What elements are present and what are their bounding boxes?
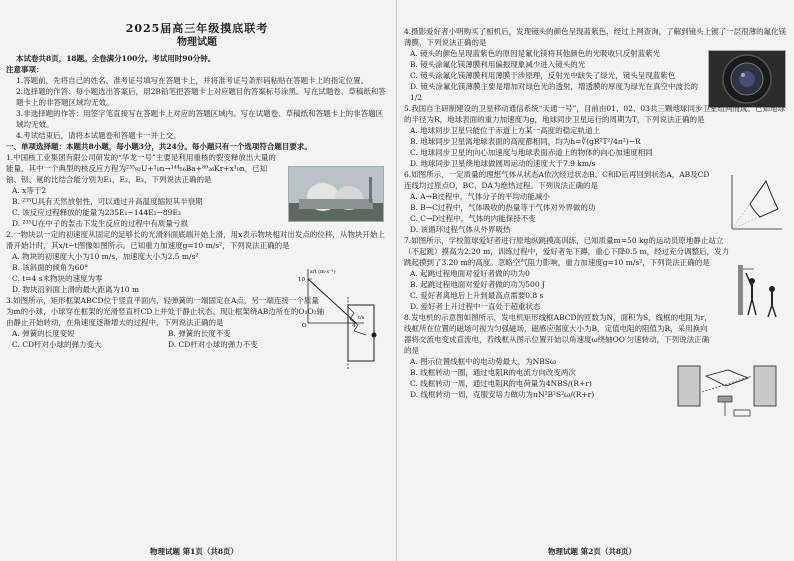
- pv-cycle-graph: [726, 173, 784, 233]
- notice-2: 2.选择题的作答：每小题选出答案后，用2B铅笔把答题卡上对应题目的答案标号涂黑。写在试题卷、草稿纸和答题卡上的非答题区域均无效。: [16, 87, 386, 107]
- left-page: [6, 4, 388, 540]
- exam-title: 2025届高三年级摸底联考: [125, 22, 269, 35]
- question-5-stem: 5.我国自主研制建设的卫星移动通信系统“天通一号”，目前由01、02、03共三颗地球同步卫星组网而成。已知地球的半径为R，地球表面的重力加速度为g，地球同步卫星运行的周期为T，下列说法正确的是: [404, 104, 785, 124]
- question-5: [404, 103, 788, 169]
- question-8: [404, 312, 788, 400]
- notice-3: 3.非选择题的作答：用签字笔直接写在答题卡上对应的答题区域内。写在试题卷、草稿纸和答题卡上的非答题区域均无效。: [16, 109, 384, 129]
- question-4-option-d: D. 镜头涂氟化镁薄膜主要是增加对绿色光的透射，增透膜的厚度为绿光在真空中波长的1/2: [410, 82, 699, 102]
- question-8-option-a: A. 图示位置线框中的电动势最大，为NBSω: [410, 357, 557, 366]
- question-1-option-c: C. 该反应过程释放的能量为235E₁−144E₂−89E₃: [12, 208, 181, 217]
- question-3-option-b: B. 弹簧的长度不变: [168, 329, 231, 338]
- question-4-option-a: A. 镜头的颜色呈现蓝紫色的原因是氟化镁将其他颜色的光吸收只反射蓝紫光: [410, 49, 661, 58]
- question-3: [6, 295, 388, 350]
- footer-page-1: 物理试题 第1页（共8页）: [150, 547, 239, 556]
- xt-graph-ylabel: x/t (m·s⁻¹): [310, 269, 336, 275]
- question-4-stem: 4.摄影爱好者小明购买了相机后，发现镜头的颜色呈现蓝紫色，经过上网查询，了解到镜头上镀了一层很薄的氟化镁薄膜，下列说法正确的是: [404, 27, 787, 47]
- question-8-option-d: D. 线框转动一周，克服安培力做功为πN²B²S²ω/(R+r): [410, 390, 595, 399]
- question-1-stem: 1.中国核工业集团有限公司研发的“华龙一号”主要是利用重核的裂变释放出大量的能量，其中一个典型的核反应方程为²³⁵₉₂U+¹₀n→¹⁴⁴₅₆Ba+⁸⁹₃₆Kr+x¹₀n，已知铀、钡、氪的比结合能分别为E₁、E₂、E₃，下列说法正确的是: [6, 153, 276, 184]
- footer-page-2: 物理试题 第2页（共8页）: [548, 547, 637, 556]
- question-5-option-a: A. 地球同步卫星只能位于赤道上方某一高度的稳定轨道上: [410, 126, 601, 135]
- question-3-option-a: A. 弹簧的长度变短: [12, 329, 75, 338]
- question-6: [404, 169, 788, 235]
- question-2-option-c: C. t=4 s末物块的速度为零: [12, 274, 103, 283]
- question-5-option-b: B. 地球同步卫星离地球表面的高度都相同，均为h=∛(gR²T²/4π²)−R: [410, 137, 641, 146]
- nuclear-plant-icon: [289, 167, 383, 221]
- camera-lens-icon: [709, 51, 785, 107]
- camera-lens-photo: [708, 50, 786, 108]
- question-5-option-c: C. 地球同步卫星的向心加速度与地球表面赤道上的物体的向心加速度相同: [410, 148, 653, 157]
- xt-graph-ymax: 10: [298, 277, 305, 283]
- question-8-option-c: C. 线框转动一周，通过电阻R的电荷量为4NBS/(R+r): [410, 379, 592, 388]
- question-6-option-b: B. B→C过程中，气体吸收的热量等于气体对外界做的功: [410, 203, 596, 212]
- page-divider: [396, 0, 397, 561]
- question-7-option-a: A. 起跳过程地面对爱好者做的功为0: [410, 269, 530, 278]
- question-2-option-a: A. 物块的初速度大小为10 m/s，加速度大小为2.5 m/s²: [12, 252, 199, 261]
- question-2-stem: 2.一物块以一定的初速度从固定的足够长的光滑斜面底端开始上滑，用x表示物块相对出发点的位移，从物块开始上滑开始计时，其x/t−t图像如图所示。已知重力加速度g=10 m/s²，下列说法正确的是: [6, 230, 385, 250]
- question-1-option-b: B. ²³⁵U具有天然放射性，可以通过升高温度缩短其半衰期: [12, 197, 203, 206]
- question-3-option-d: D. CD杆对小球的弹力不变: [168, 340, 258, 349]
- notice-title: 注意事项：: [6, 65, 44, 74]
- question-3-stem: 3.如图所示，矩形框架ABCD位于竖直平面内，轻弹簧的一端固定在A点，另一端连接一个质量为m的小球，小球穿在框架的光滑竖直杆CD上并处于静止状态。现让框架绕AB边所在的O₁O₂轴由静止开始转动，在角速度逐渐增大的过程中，下列说法正确的是: [6, 296, 325, 327]
- question-7: [404, 235, 788, 312]
- question-6-option-c: C. C→D过程中，气体的内能保持不变: [410, 214, 536, 223]
- question-6-stem: 6.如图所示，一定质量的理想气体从状态A依次经过状态B、C和D后再回到状态A，AB及CD连线均过原点O，BC、DA为绝热过程。下列说法正确的是: [404, 170, 710, 190]
- notice-1: 1.答题前，先将自己的姓名、准考证号填写在答题卡上，并将准考证号条形码粘贴在答题卡上的指定位置。: [16, 76, 369, 85]
- question-1: [6, 152, 388, 229]
- exam-info: 本试卷共8页，18题。全卷满分100分。考试用时90分钟。: [16, 54, 216, 63]
- question-7-option-c: C. 爱好者离地后上升到最高点需要0.8 s: [410, 291, 544, 300]
- question-4: [404, 26, 788, 103]
- question-8-option-b: B. 线框转动一圈，通过电阻R的电流方向改变两次: [410, 368, 576, 377]
- question-3-option-c: C. CD杆对小球的弹力变大: [12, 340, 102, 349]
- question-2-option-d: D. 物块沿斜面上滑的最大距离为10 m: [12, 285, 140, 294]
- exam-subtitle: 物理试题: [177, 37, 217, 48]
- right-page: [404, 4, 788, 540]
- question-7-option-b: B. 起跳过程地面对爱好者做的功为500 J: [410, 280, 545, 289]
- question-5-option-d: D. 地球同步卫星绕地球做圆周运动的速度大于7.9 km/s: [410, 159, 596, 168]
- question-6-option-a: A. A→B过程中，气体分子的平均动能减小: [410, 192, 550, 201]
- question-2-option-b: B. 该斜面的倾角为60°: [12, 263, 89, 272]
- xt-graph-xlabel: t/s: [358, 315, 365, 321]
- xt-graph-origin: O: [302, 323, 307, 327]
- nuclear-plant-photo: [288, 166, 384, 222]
- question-4-option-c: C. 镜头涂氟化镁薄膜利用薄膜干涉原理，反射光中缺失了绿光，镜头呈现蓝紫色: [410, 71, 676, 80]
- question-7-option-d: D. 爱好者上升过程中一直处于超重状态: [410, 302, 541, 311]
- question-6-option-d: D. 该循环过程气体从外界吸热: [410, 225, 511, 234]
- xt-graph-xmax: 4: [352, 323, 356, 327]
- question-8-stem: 8.发电机的示意图如图所示，发电机矩形线框ABCD的匝数为N，面积为S，线框的电阻为r，线框所在位置的磁场可视为匀强磁场，磁感应强度大小为B，定值电阻的阻值为R，采用换向器将交流电变成直流电，若线框从图示位置开始以角速度ω绕轴OO′匀速转动，下列说法正确的是: [404, 313, 712, 355]
- question-1-option-d: D. ²³⁵U在中子的轰击下发生反应的过程中有质量亏损: [12, 219, 188, 228]
- question-7-stem: 7.如图所示，学校篮球爱好者进行原地纵跳摸高训练，已知质量m=50 kg的运动员原地静止站立（不起跳）摸高为2.20 m，训练过程中，爱好者先下蹲，重心下降0.5 m，经过充分调整后，发力跳起摸到了3.20 m的高度。忽略空气阻力影响，重力加速度g=10 m/s²，下列说法正确的是: [404, 236, 730, 267]
- question-1-option-a: A. x等于2: [12, 186, 47, 195]
- question-4-option-b: B. 镜头涂氟化镁薄膜利用偏振现象减少进入镜头的光: [410, 60, 586, 69]
- section-1-heading: 一、单项选择题：本题共8小题，每小题3分，共24分。每小题只有一个选项符合题目要求。: [6, 142, 312, 151]
- generator-diagram: [672, 352, 782, 424]
- notice-4: 4.考试结束后，请将本试题卷和答题卡一并上交。: [16, 131, 181, 140]
- rotating-frame-diagram: [336, 295, 382, 371]
